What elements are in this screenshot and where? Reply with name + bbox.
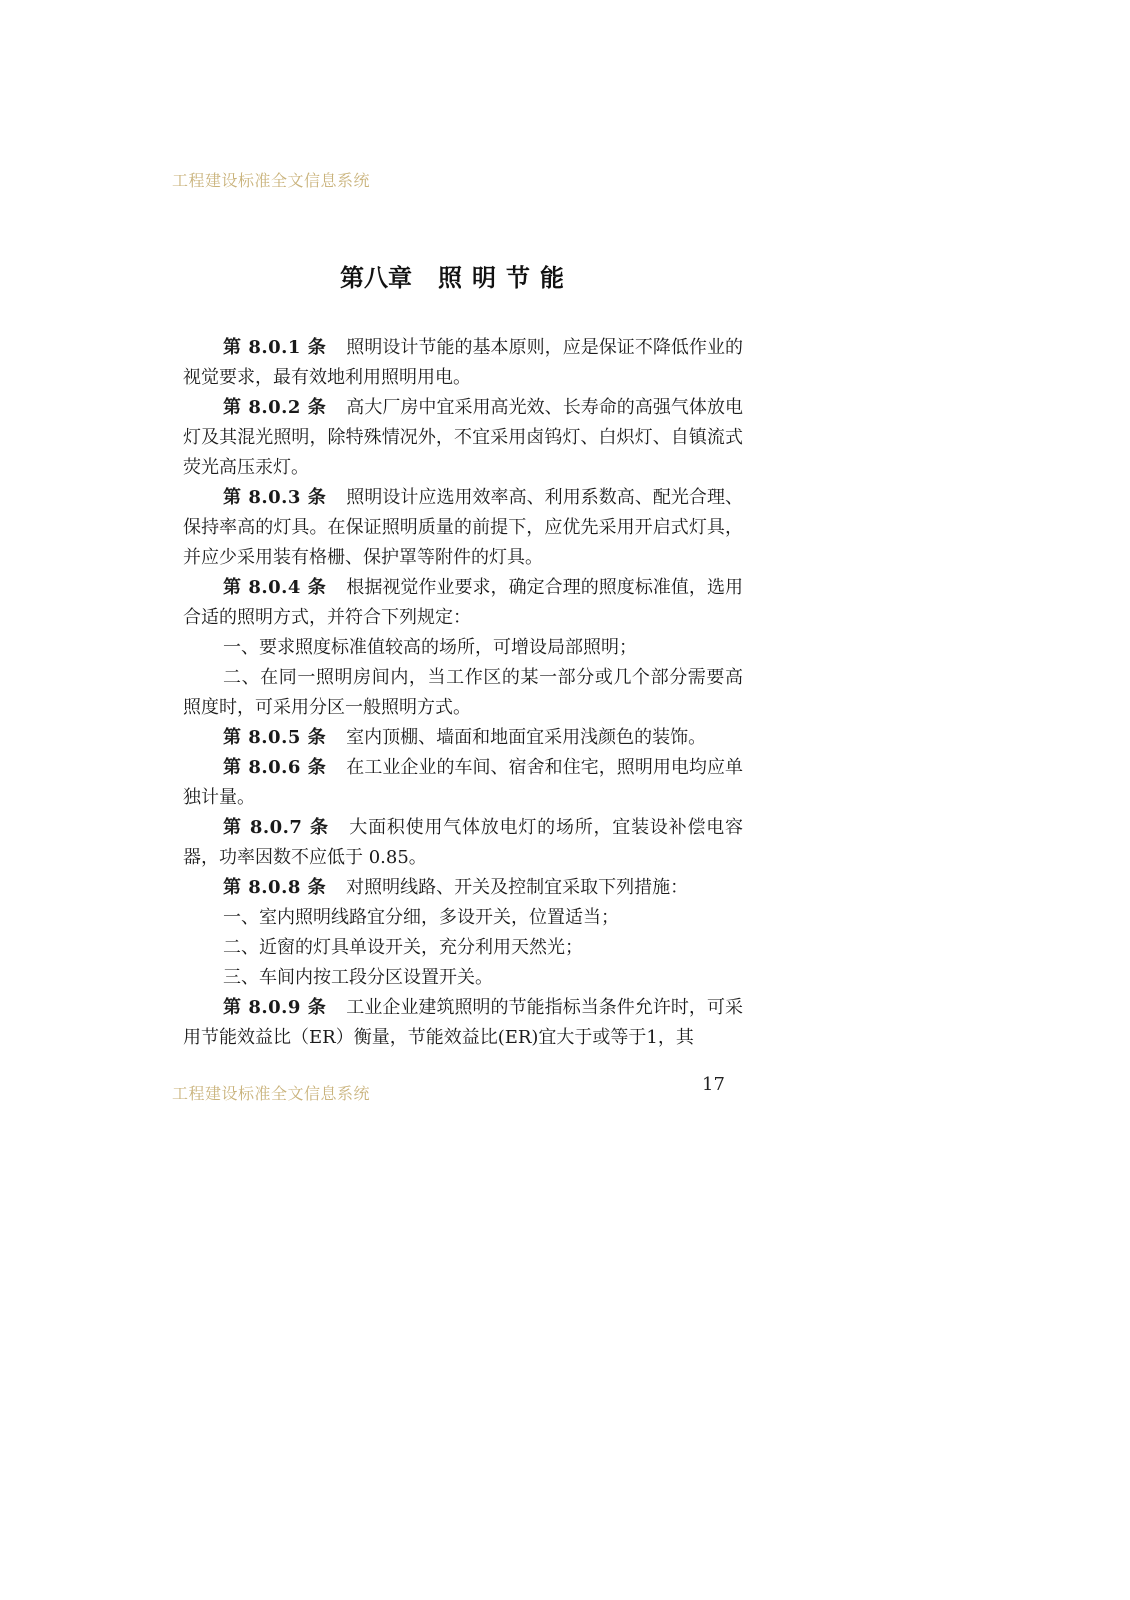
article-text: 对照明线路、开关及控制宜采取下列措施： [346,877,689,898]
article-8-0-8 [183,873,743,903]
article-text: 工业企业建筑照明的节能指标当条件允许时，可采用节能效益比（ER）衡量，节能效益比(ER)宜大于或等于1，其 [183,997,744,1048]
article-8-0-6 [183,753,743,813]
list-item: 二、近窗的灯具单设开关，充分利用天然光； [223,937,583,958]
chapter-name: 照明节能 [438,263,574,292]
list-item: 一、室内照明线路宜分细，多设开关，位置适当； [223,907,619,928]
watermark-bottom: 工程建设标准全文信息系统 [172,1084,371,1103]
chapter-title [340,258,574,293]
article-text: 照明设计节能的基本原则，应是保证不降低作业的视觉要求，最有效地利用照明用电。 [183,337,744,388]
article-number: 第 8.0.2 条 [223,397,327,418]
article-text: 室内顶棚、墙面和地面宜采用浅颜色的装饰。 [346,727,707,748]
article-number: 第 8.0.1 条 [223,337,327,358]
list-item: 二、在同一照明房间内，当工作区的某一部分或几个部分需要高照度时，可采用分区一般照明方式。 [183,667,743,718]
page-number: 17 [702,1074,725,1095]
article-number: 第 8.0.4 条 [223,577,327,598]
list-item: 三、车间内按工段分区设置开关。 [223,967,493,988]
article-number: 第 8.0.9 条 [223,997,327,1018]
article-number: 第 8.0.3 条 [223,487,327,508]
article-8-0-4 [183,573,743,633]
article-8-0-9 [183,993,743,1053]
article-8-0-1 [183,333,743,393]
article-8-0-5 [183,723,743,753]
article-text: 根据视觉作业要求，确定合理的照度标准值，选用合适的照明方式，并符合下列规定： [183,577,744,628]
article-list [183,333,743,1053]
article-number: 第 8.0.8 条 [223,877,327,898]
article-8-0-7 [183,813,743,873]
chapter-number: 第八章 [340,263,412,292]
article-number: 第 8.0.6 条 [223,757,327,778]
article-text: 照明设计应选用效率高、利用系数高、配光合理、保持率高的灯具。在保证照明质量的前提下，应优先采用开启式灯具，并应少采用装有格栅、保护罩等附件的灯具。 [183,487,744,568]
watermark-top: 工程建设标准全文信息系统 [172,171,371,190]
article-8-0-2 [183,393,743,483]
article-text: 大面积使用气体放电灯的场所，宜装设补偿电容器，功率因数不应低于 0.85。 [183,817,744,868]
article-number: 第 8.0.7 条 [223,817,330,838]
article-number: 第 8.0.5 条 [223,727,327,748]
article-8-0-3 [183,483,743,573]
article-text: 在工业企业的车间、宿舍和住宅，照明用电均应单独计量。 [183,757,744,808]
list-item: 一、要求照度标准值较高的场所，可增设局部照明； [223,637,637,658]
article-text: 高大厂房中宜采用高光效、长寿命的高强气体放电灯及其混光照明，除特殊情况外，不宜采用卤钨灯、白炽灯、自镇流式荧光高压汞灯。 [183,397,744,478]
